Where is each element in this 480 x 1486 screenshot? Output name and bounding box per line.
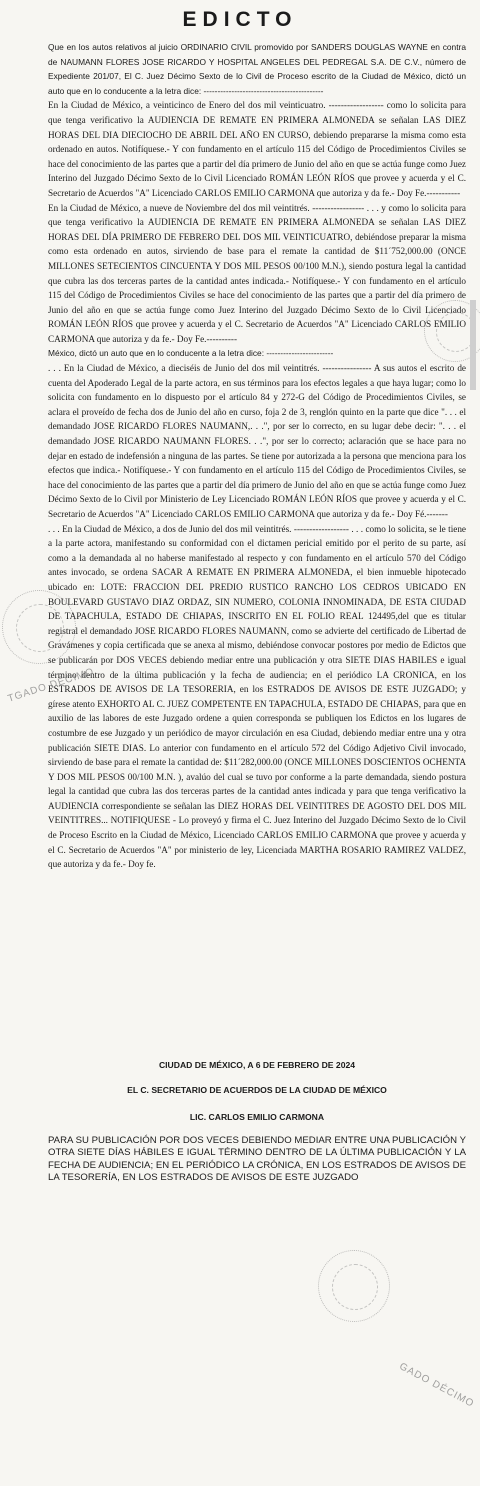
ruling-paragraph-2: En la Ciudad de México, a nueve de Noviembre del dos mil veintitrés. ----------------- . . . y como lo solicita para que tenga verificativo la AUDIENCIA DE REMATE EN PRIMERA ALMONEDA se señalan LAS DIEZ HORAS DEL DÍA PRIMERO DE FEBRERO DEL DOS MIL VEINTICUATRO, debiéndose preparar la misma como esta ordenado en autos, sirviendo de base para el remate la cantidad de $11´752,000.00 (ONCE MILLONES SETECIENTOS CINCUENTA Y DOS MIL PESOS 00/100 M.N.), siendo postura legal la cantidad que cubra las dos terceras partes de la cantidad antes indicada.- Notifíquese.- Y con fundamento en el artículo 115 del Código de Procedimientos Civiles se hace del conocimiento de las partes que a partir del día primero de Junio del año en que se actúa funge como Juez Interino del Juzgado Décimo Sexto de lo Civil Licenciado ROMÁN LEÓN RÍOS que provee y acuerda y el C. Secretario de Acuerdos "A" Licenciado CARLOS EMILIO CARMONA que autoriza y da fe.- Doy Fe.---------- [48, 202, 466, 344]
stamp-text-left: TGADO DÉCIMO [6, 666, 96, 705]
document-title: EDICTO [182, 8, 298, 31]
ruling-paragraph-1: En la Ciudad de México, a veinticinco de Enero del dos mil veinticuatro. ------------------ como lo solicita para que tenga verificativo la AUDIENCIA DE REMATE EN PRIMERA ALMONEDA se señalan LAS DIEZ HORAS DEL DIA DIECIOCHO DE ABRIL DEL AÑO EN CURSO, debiendo prepararse la misma como esta ordenado en autos. Notifíquese.- Y con fundamento en el artículo 115 del Código de Procedimientos Civiles se hace del conocimiento de las partes que a partir del día primero de Junio del año en que se actúa funge como Juez Interino del Juzgado Décimo Sexto de lo Civil Licenciado ROMÁN LEÓN RÍOS que provee y acuerda y el C. Secretario de Acuerdos "A" Licenciado CARLOS EMILIO CARMONA que autoriza y da fe.- Doy Fe.----------- [48, 100, 466, 198]
publication-notice: PARA SU PUBLICACIÓN POR DOS VECES DEBIENDO MEDIAR ENTRE UNA PUBLICACIÓN Y OTRA SIETE DÍAS HÁBILES E IGUAL TÉRMINO DENTRO DE LA ÚLTIMA PUBLICACIÓN Y LA FECHA DE AUDIENCIA; EN EL PERIÓDICO LA CRÓNICA, EN LOS ESTRADOS DE AVISOS DE LA TESORERÍA, EN LOS ESTRADOS DE AVISOS DE ESTE JUZGADO [48, 1135, 466, 1184]
secretary-role: EL C. SECRETARIO DE ACUERDOS DE LA CIUDAD DE MÉXICO [127, 1085, 387, 1095]
court-seal-left [2, 590, 76, 664]
margin-mark [470, 300, 476, 390]
court-seal-bottom [318, 1250, 390, 1322]
secretary-name: LIC. CARLOS EMILIO CARMONA [189, 1112, 325, 1122]
closing-date: CIUDAD DE MÉXICO, A 6 DE FEBRERO DE 2024 [158, 1060, 356, 1070]
intro-paragraph-2: México, dictó un auto que en lo conducente a la letra dice: ------------------------ [48, 348, 334, 359]
stamp-text-bottom: GADO DÉCIMO [397, 1361, 476, 1410]
intro-paragraph: Que en los autos relativos al juicio ORDINARIO CIVIL promovido por SANDERS DOUGLAS WAYNE en contra de NAUMANN FLORES JOSE RICARDO Y HOSPITAL ANGELES DEL PEDREGAL S.A. DE C.V., número de Expediente 201/07, El C. Juez Décimo Sexto de lo Civil de Proceso escrito de la Ciudad de México, dictó un auto que en lo conducente a la letra dice: ------------------------------------------- [48, 42, 466, 96]
ruling-paragraph-3: . . . En la Ciudad de México, a dieciséis de Junio del dos mil veintitrés. ---------------- A sus autos el escrito de cuenta del Apoderado Legal de la parte actora, en sus términos para los efectos legales a que haya lugar; como lo solicita con fundamento en lo dispuesto por el artículo 84 y 272-G del Código de Procedimientos Civiles, se aclara el proveído de fecha dos de Junio del año en curso, foja 2 de 3, renglón quinto en la parte que dice ". . . el demandado JOSE RICARDO FLORES NAUMANN,. . .", por ser lo correcto, en su lugar debe decir: ". . . el demandado JOSE RICARDO NAUMANN FLORES. . .", por ser lo correcto; aclaración que se hace para no dejar en estado de indefensión a ninguna de las partes. Se tiene por autorizada a la persona que menciona para los efectos que indica.- Notifíquese.- Y con fundamento en el artículo 115 del Código de Procedimientos Civiles, se hace del conocimiento de las partes que a partir del día primero de Junio del año en que se actúa funge como Juez Décimo Sexto de lo Civil por Ministerio de Ley Licenciado ROMÁN LEÓN RÍOS que provee y acuerda y el C. Secretario de Acuerdos "A" Licenciado CARLOS EMILIO CARMONA que autoriza y da fe.- Doy Fé.------- [48, 363, 466, 519]
ruling-paragraph-4: . . . En la Ciudad de México, a dos de Junio del dos mil veintitrés. ------------------ . . . como lo solicita, se le tiene a la parte actora, manifestando su conformidad con el dictamen pericial emitido por el perito de su parte, así como a la demandada al no haberse manifestado al respecto y con fundamento en el artículo 570 del Código antes invocado, se ordena SACAR A REMATE EN PRIMERA ALMONEDA, el bien inmueble hipotecado ubicado en: LOTE: FRACCION DEL PREDIO RUSTICO RANCHO LOS CEDROS UBICADO EN BOULEVARD GUSTAVO DIAZ ORDAZ, SIN NUMERO, COLONIA INNOMINADA, DE ESTA CIUDAD DE TAPACHULA, ESTADO DE CHIAPAS, INSCRITO EN EL FOLIO REAL 124495,del que es titular registral el demandado JOSE RICARDO FLORES NAUMANN, como se advierte del certificado de Libertad de Gravámenes y copia certificada que se anexa al mismo, debiéndose convocar postores por medio de Edictos que se publicarán por DOS VECES debiendo mediar entre una publicación y otra SIETE DIAS HABILES e igual término dentro de la última publicación y la fecha de audiencia; en el periódico LA CRONICA, en los ESTRADOS DE AVISOS DE LA TESORERIA, en los ESTRADOS DE AVISOS DE ESTE JUZGADO; y gírese atento EXHORTO AL C. JUEZ COMPETENTE EN TAPACHULA, ESTADO DE CHIAPAS, para que en auxilio de las labores de este Juzgado ordene a quien corresponda se publiquen los Edictos en los lugares de costumbre de ese Juzgado y un periódico de mayor circulación en esa Ciudad, debiendo mediar entre una y otra publicación SIETE DIAS. Lo anterior con fundamento en el artículo 572 del Código Adjetivo Civil invocado, sirviendo de base para el remate la cantidad de: $11´282,000.00 (ONCE MILLONES DOSCIENTOS OCHENTA Y DOS MIL PESOS 00/100 M.N. ), avalúo del cual se tuvo por conforme a la parte demandada, siendo postura legal la cantidad que cubra las dos terceras partes de la cantidad antes indicada y para que tenga verificativo la AUDIENCIA correspondiente se señalan las DIEZ HORAS DEL VEINTITRES DE AGOSTO DEL DOS MIL VEINTITRES... NOTIFIQUESE - Lo proveyó y firma el C. Juez Interino del Juzgado Décimo Sexto de lo Civil de Proceso Escrito en la Ciudad de México, Licenciado CARLOS EMILIO CARMONA que provee y acuerda y el C. Secretario de Acuerdos "A" por ministerio de ley, Licenciada MARTHA ROSARIO RAMIREZ VALDEZ, que autoriza y da fe.- Doy fe. [48, 523, 466, 870]
document-body [48, 40, 466, 872]
